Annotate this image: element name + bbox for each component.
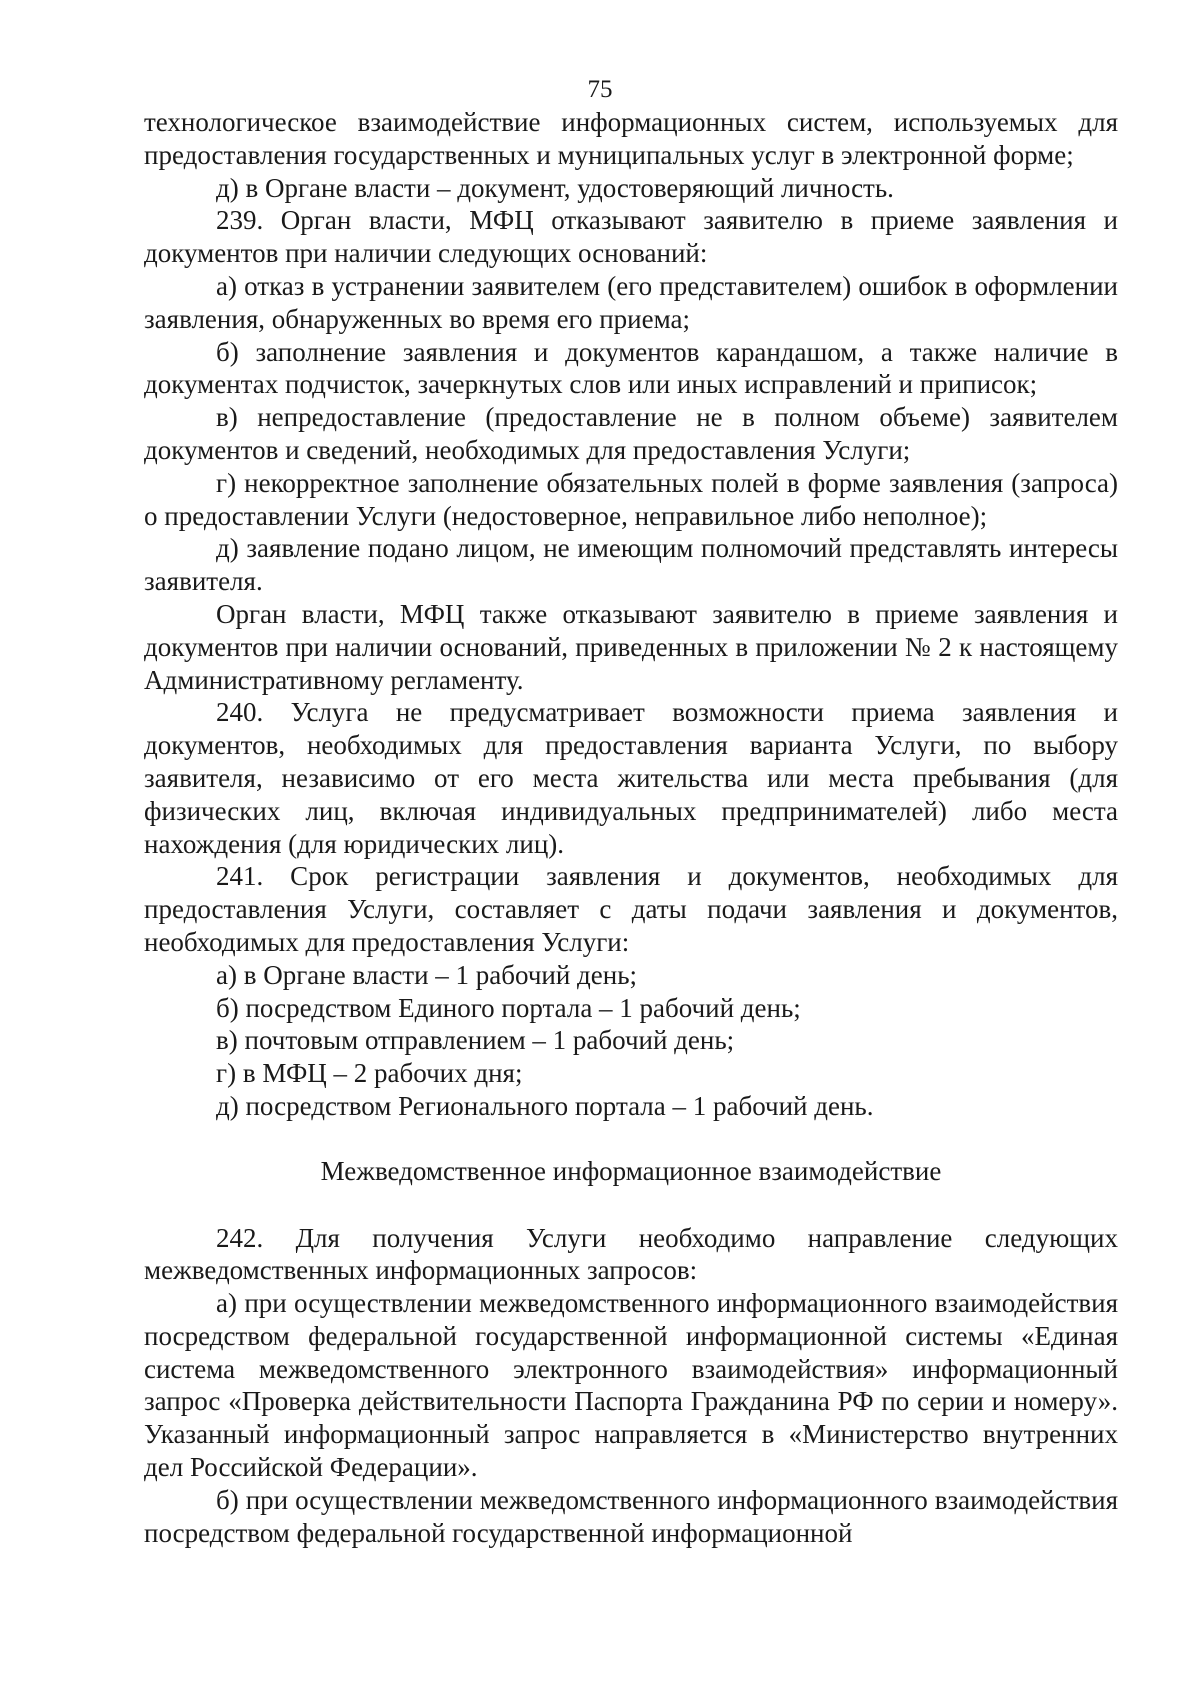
paragraph: 241. Срок регистрации заявления и документов, необходимых для предоставления Услуги, составляет с даты подачи заявления и документов, необходимых для предоставления Услуги: <box>144 861 1118 957</box>
paragraph: д) в Органе власти – документ, удостоверяющий личность. <box>216 172 894 203</box>
list-item: д) посредством Регионального портала – 1 рабочий день. <box>216 1090 874 1121</box>
document-body <box>144 106 1118 1549</box>
list-item: а) при осуществлении межведомственного информационного взаимодействия посредством федеральной государственной информационной системы «Единая система межведомственного электронного взаимодействия» информационный запрос «Проверка действительности Паспорта Гражданина РФ по серии и номеру». Указанный информационный запрос направляется в «Министерство внутренних дел Российской Федерации». <box>144 1288 1118 1483</box>
paragraph: технологическое взаимодействие информационных систем, используемых для предоставления государственных и муниципальных услуг в электронной форме; <box>144 107 1118 170</box>
list-item: а) в Органе власти – 1 рабочий день; <box>216 959 638 990</box>
list-item: г) в МФЦ – 2 рабочих дня; <box>216 1058 523 1089</box>
page-number: 75 <box>587 76 613 103</box>
list-item: б) посредством Единого портала – 1 рабочий день; <box>216 992 801 1023</box>
paragraph: 239. Орган власти, МФЦ отказывают заявителю в приеме заявления и документов при наличии следующих оснований: <box>144 205 1118 269</box>
list-item: д) заявление подано лицом, не имеющим полномочий представлять интересы заявителя. <box>144 533 1118 597</box>
paragraph: 240. Услуга не предусматривает возможности приема заявления и документов, необходимых для предоставления варианта Услуги, по выбору заявителя, независимо от его места жительства или места пребывания (для физических лиц, включая индивидуальных предпринимателей) либо места нахождения (для юридических лиц). <box>144 697 1118 859</box>
list-item: г) некорректное заполнение обязательных полей в форме заявления (запроса) о предоставлении Услуги (недостоверное, неправильное либо неполное); <box>144 467 1118 531</box>
list-item: а) отказ в устранении заявителем (его представителем) ошибок в оформлении заявления, обнаруженных во время его приема; <box>144 270 1118 334</box>
list-item: в) почтовым отправлением – 1 рабочий день; <box>216 1025 735 1056</box>
section-heading: Межведомственное информационное взаимодействие <box>320 1155 942 1186</box>
list-item: в) непредоставление (предоставление не в полном объеме) заявителем документов и сведений, необходимых для предоставления Услуги; <box>144 402 1118 465</box>
paragraph: Орган власти, МФЦ также отказывают заявителю в приеме заявления и документов при наличии оснований, приведенных в приложении № 2 к настоящему Административному регламенту. <box>144 598 1118 695</box>
paragraph: 242. Для получения Услуги необходимо направление следующих межведомственных информационных запросов: <box>144 1222 1118 1286</box>
list-item: б) заполнение заявления и документов карандашом, а также наличие в документах подчисток, зачеркнутых слов или иных исправлений и приписок; <box>144 336 1118 400</box>
list-item: б) при осуществлении межведомственного информационного взаимодействия посредством федеральной государственной информационной <box>144 1484 1118 1548</box>
